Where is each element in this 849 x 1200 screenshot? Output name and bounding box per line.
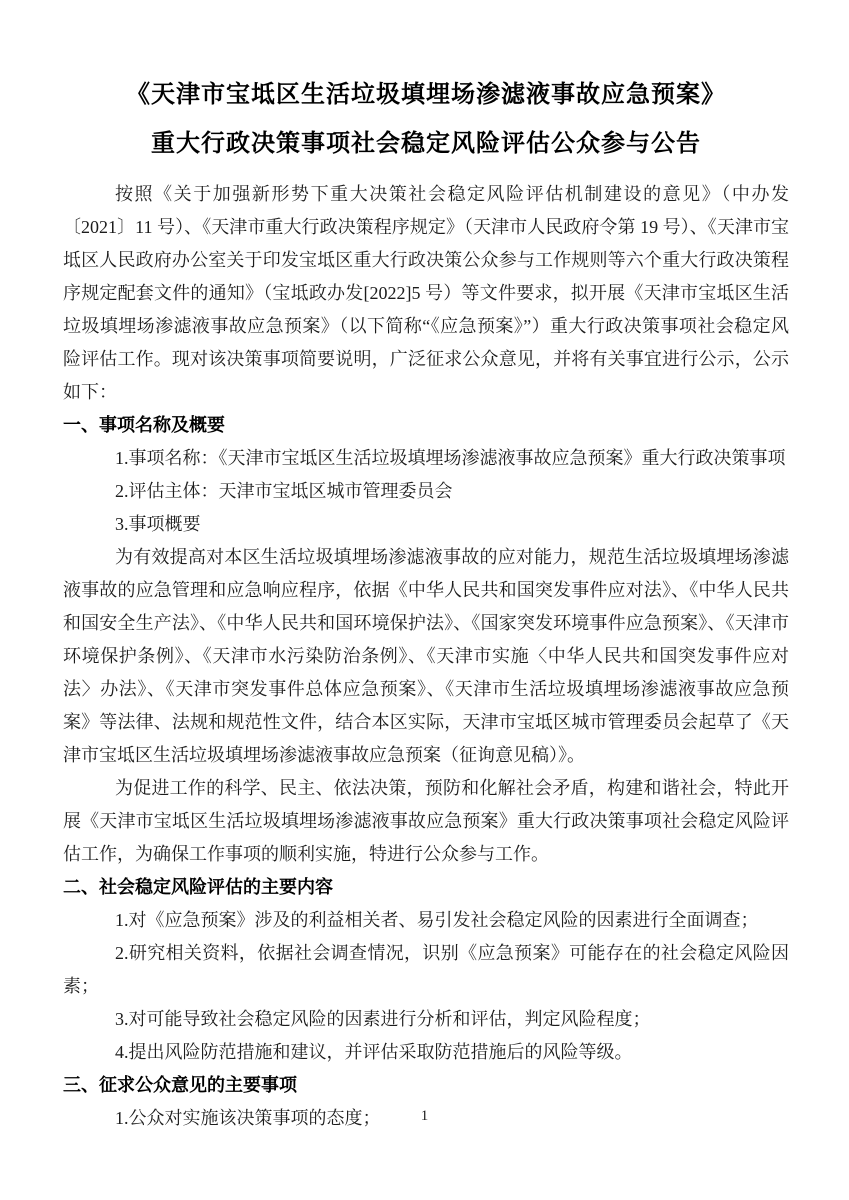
document-body [63, 178, 789, 1135]
section1-item-2: 2.评估主体：天津市宝坻区城市管理委员会 [115, 481, 453, 501]
section-heading-1: 一、事项名称及概要 [63, 415, 225, 435]
section1-item-3: 3.事项概要 [115, 514, 201, 534]
section3-item-1: 1.公众对实施该决策事项的态度； [115, 1108, 381, 1128]
page-number: 1 [420, 1108, 429, 1124]
section2-item-1: 1.对《应急预案》涉及的利益相关者、易引发社会稳定风险的因素进行全面调查； [115, 910, 759, 930]
document-title-line-2: 重大行政决策事项社会稳定风险评估公众参与公告 [151, 130, 701, 157]
section1-item-1: 1.事项名称：《天津市宝坻区生活垃圾填埋场渗滤液事故应急预案》重大行政决策事项 [115, 448, 786, 468]
section2-item-4: 4.提出风险防范措施和建议，并评估采取防范措施后的风险等级。 [115, 1042, 633, 1062]
intro-paragraph: 按照《关于加强新形势下重大决策社会稳定风险评估机制建设的意见》（中办发〔2021〕11 号）、《天津市重大行政决策程序规定》（天津市人民政府令第 19 号）、《天津市宝坻区人民政府办公室关于印发宝坻区重大行政决策公众参与工作规则等六个重大行政决策程序规定配套文件的通知》（宝坻政办发[2022]5 号）等文件要求，拟开展《天津市宝坻区生活垃圾填埋场渗滤液事故应急预案》（以下简称“《应急预案》”）重大行政决策事项社会稳定风险评估工作。现对该决策事项简要说明，广泛征求公众意见，并将有关事宜进行公示，公示如下： [63, 184, 789, 402]
section-heading-2: 二、社会稳定风险评估的主要内容 [63, 877, 333, 897]
document-title-line-1: 《天津市宝坻区生活垃圾填埋场渗滤液事故应急预案》 [126, 81, 726, 108]
section-heading-3: 三、征求公众意见的主要事项 [63, 1075, 297, 1095]
section2-item-2: 2.研究相关资料，依据社会调查情况，识别《应急预案》可能存在的社会稳定风险因素； [63, 943, 789, 996]
overview-paragraph-2: 为促进工作的科学、民主、依法决策，预防和化解社会矛盾，构建和谐社会，特此开展《天津市宝坻区生活垃圾填埋场渗滤液事故应急预案》重大行政决策事项社会稳定风险评估工作，为确保工作事项的顺利实施，特进行公众参与工作。 [63, 778, 789, 864]
section2-item-3: 3.对可能导致社会稳定风险的因素进行分析和评估，判定风险程度； [115, 1009, 651, 1029]
overview-paragraph-1: 为有效提高对本区生活垃圾填埋场渗滤液事故的应对能力，规范生活垃圾填埋场渗滤液事故的应急管理和应急响应程序，依据《中华人民共和国突发事件应对法》、《中华人民共和国安全生产法》、《中华人民共和国环境保护法》、《国家突发环境事件应急预案》、《天津市环境保护条例》、《天津市水污染防治条例》、《天津市实施〈中华人民共和国突发事件应对法〉办法》、《天津市突发事件总体应急预案》、《天津市生活垃圾填埋场渗滤液事故应急预案》等法律、法规和规范性文件，结合本区实际，天津市宝坻区城市管理委员会起草了《天津市宝坻区生活垃圾填埋场渗滤液事故应急预案（征询意见稿）》。 [63, 547, 789, 765]
